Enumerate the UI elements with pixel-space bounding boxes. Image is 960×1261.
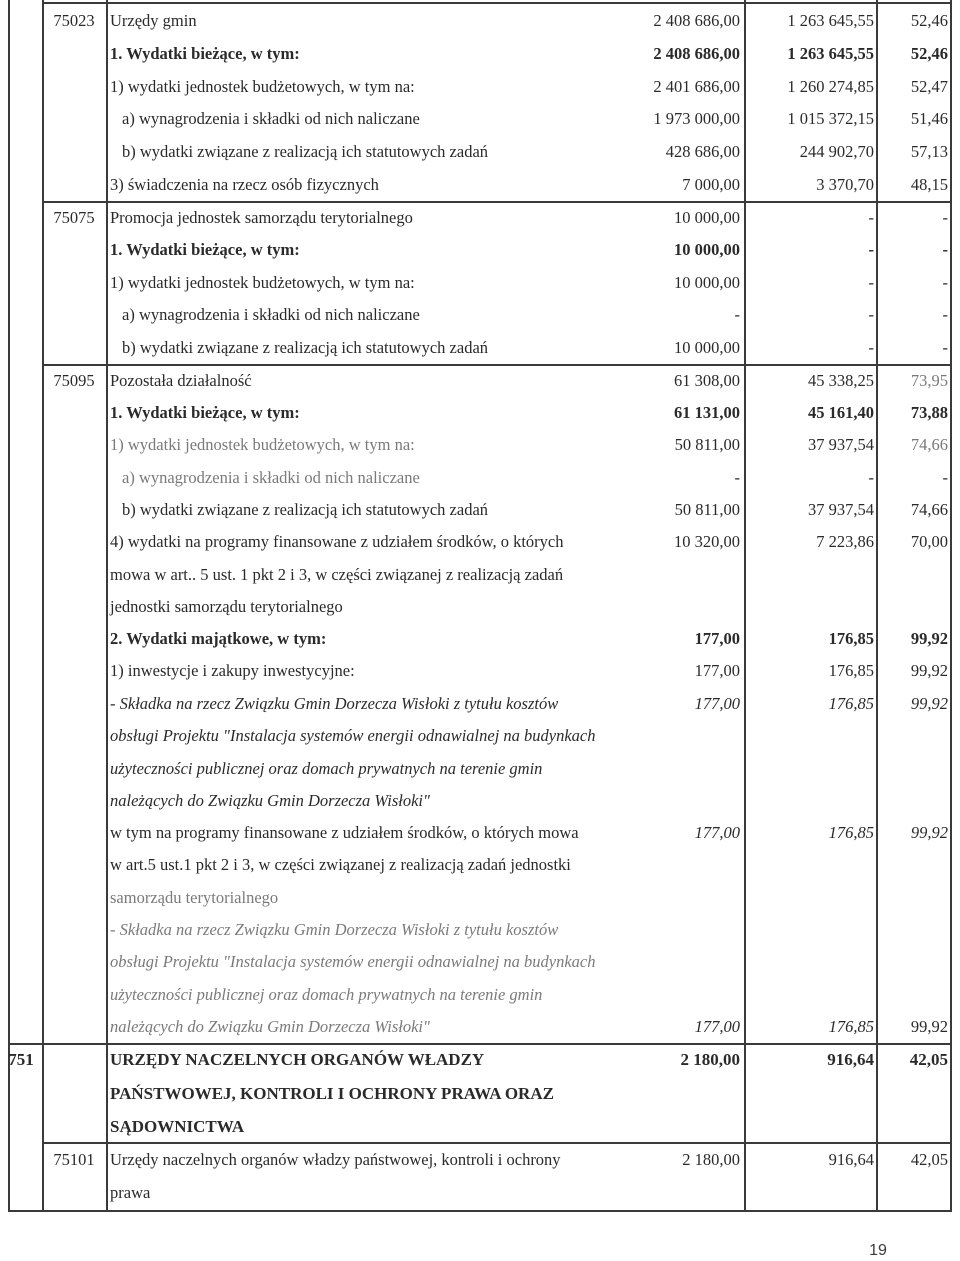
table-row: użyteczności publicznej oraz domach prywatnych na terenie gmin — [110, 759, 543, 778]
table-row: w art.5 ust.1 pkt 2 i 3, w części związanej z realizacją zadań jednostki — [110, 855, 571, 874]
table-row: SĄDOWNICTWA — [110, 1117, 245, 1136]
table-row: 1. Wydatki bieżące, w tym: 61 131,00 45 161,40 73,88 — [110, 403, 948, 422]
table-row: - Składka na rzecz Związku Gmin Dorzecza Wisłoki z tytułu kosztów — [110, 920, 559, 939]
table-row: 1) wydatki jednostek budżetowych, w tym na: 2 401 686,00 1 260 274,85 52,47 — [110, 77, 948, 96]
table-row: b) wydatki związane z realizacją ich statutowych zadań 50 811,00 37 937,54 74,66 — [122, 500, 948, 519]
rule-top — [42, 2, 952, 4]
table-row: 75095 Pozostała działalność 61 308,00 45 338,25 73,95 — [53, 371, 948, 390]
table-row: 1) wydatki jednostek budżetowych, w tym na: 10 000,00 - - — [110, 273, 948, 292]
table-row: samorządu terytorialnego — [110, 888, 279, 907]
table-row: obsługi Projektu "Instalacja systemów energii odnawialnej na budynkach — [110, 952, 596, 971]
table-row: 1. Wydatki bieżące, w tym: 2 408 686,00 1 263 645,55 52,46 — [110, 44, 948, 63]
table-row: mowa w art.. 5 ust. 1 pkt 2 i 3, w części związanej z realizacją zadań — [110, 565, 564, 584]
table-row: 75101 Urzędy naczelnych organów władzy państwowej, kontroli i ochrony 2 180,00 916,64 42,05 — [53, 1150, 948, 1169]
table-row: użyteczności publicznej oraz domach prywatnych na terenie gmin — [110, 985, 543, 1004]
table-row: należących do Związku Gmin Dorzecza Wisłoki" 177,00 176,85 99,92 — [110, 1017, 948, 1036]
table-row: jednostki samorządu terytorialnego — [110, 597, 343, 616]
table-row: b) wydatki związane z realizacją ich statutowych zadań 428 686,00 244 902,70 57,13 — [122, 142, 948, 161]
table-row: 75023 Urzędy gmin 2 408 686,00 1 263 645,55 52,46 — [53, 11, 948, 30]
rule-bottom — [8, 1210, 952, 1212]
table-row: - Składka na rzecz Związku Gmin Dorzecza Wisłoki z tytułu kosztów 177,00 176,85 99,92 — [110, 694, 948, 713]
table-row: 1) wydatki jednostek budżetowych, w tym na: 50 811,00 37 937,54 74,66 — [110, 435, 948, 454]
page-number: 19 — [869, 1242, 887, 1259]
table-row: 3) świadczenia na rzecz osób fizycznych 7 000,00 3 370,70 48,15 — [110, 175, 948, 194]
table-row: a) wynagrodzenia i składki od nich naliczane 1 973 000,00 1 015 372,15 51,46 — [122, 109, 948, 128]
table-row: 2. Wydatki majątkowe, w tym: 177,00 176,85 99,92 — [110, 629, 948, 648]
table-row: obsługi Projektu "Instalacja systemów energii odnawialnej na budynkach — [110, 726, 596, 745]
table-row: 4) wydatki na programy finansowane z udziałem środków, o których 10 320,00 7 223,86 70,00 — [110, 532, 948, 551]
table-row: prawa — [110, 1183, 151, 1202]
table-row: b) wydatki związane z realizacją ich statutowych zadań 10 000,00 - - — [122, 338, 948, 357]
table-row: 1) inwestycje i zakupy inwestycyjne: 177,00 176,85 99,92 — [110, 661, 948, 680]
table-row: w tym na programy finansowane z udziałem środków, o których mowa 177,00 176,85 99,92 — [110, 823, 948, 842]
table-row: a) wynagrodzenia i składki od nich naliczane - - - — [122, 305, 948, 324]
table-row: PAŃSTWOWEJ, KONTROLI I OCHRONY PRAWA ORAZ — [110, 1084, 554, 1103]
table-row: 751 URZĘDY NACZELNYCH ORGANÓW WŁADZY 2 180,00 916,64 42,05 — [8, 1050, 948, 1069]
table-row: 1. Wydatki bieżące, w tym: 10 000,00 - - — [110, 240, 948, 259]
table-row: należących do Związku Gmin Dorzecza Wisłoki" — [110, 791, 430, 810]
table-row: 75075 Promocja jednostek samorządu terytorialnego 10 000,00 - - — [53, 208, 948, 227]
table-row: a) wynagrodzenia i składki od nich naliczane - - - — [122, 468, 948, 487]
